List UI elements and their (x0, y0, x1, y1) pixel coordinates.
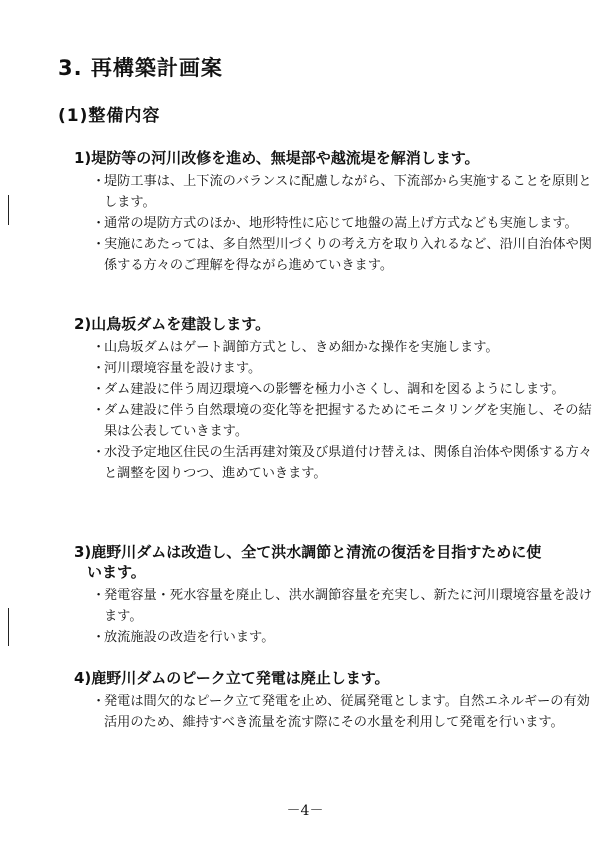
bullet-dot: ・ (92, 403, 106, 418)
margin-mark (8, 608, 9, 646)
plan-item-1 (74, 148, 594, 276)
bullet-item: ・ 放流施設の改造を行います。 (92, 627, 596, 648)
bullet-item: ・ 通常の堤防方式のほか、地形特性に応じて地盤の嵩上げ方式なども実施します。 (92, 213, 596, 234)
plan-item-2 (74, 314, 594, 484)
bullet-item: ・ ダム建設に伴う周辺環境への影響を極力小さくし、調和を図るようにします。 (92, 379, 596, 400)
bullet-dot: ・ (92, 361, 106, 376)
section-title: (1)整備内容 (58, 106, 161, 126)
bullet-dot: ・ (92, 445, 106, 460)
bullet-dot: ・ (92, 588, 106, 603)
bullet-item: ・ 堤防工事は、上下流のバランスに配慮しながら、下流部から実施することを原則とします。 (92, 171, 596, 213)
bullet-dot: ・ (92, 216, 106, 231)
chapter-title: 3. 再構築計画案 (58, 56, 223, 80)
plan-item-4 (74, 668, 594, 733)
bullet-dot: ・ (92, 340, 106, 355)
bullet-dot: ・ (92, 694, 106, 709)
bullet-dot: ・ (92, 630, 106, 645)
bullet-item: ・ 山鳥坂ダムはゲート調節方式とし、きめ細かな操作を実施します。 (92, 337, 596, 358)
page-number: －4－ (286, 803, 324, 819)
bullet-item: ・ 発電は間欠的なピーク立て発電を止め、従属発電とします。自然エネルギーの有効活用のため、維持すべき流量を流す際にその水量を利用して発電を行います。 (92, 691, 596, 733)
item-title: 2)山鳥坂ダムを建設します。 (74, 315, 271, 333)
bullet-item: ・ ダム建設に伴う自然環境の変化等を把握するためにモニタリングを実施し、その結果は公表していきます。 (92, 400, 596, 442)
item-title: 4)鹿野川ダムのピーク立て発電は廃止します。 (74, 669, 390, 687)
margin-mark (8, 195, 9, 225)
item-title: 3)鹿野川ダムは改造し、全て洪水調節と清流の復活を目指すために使 います。 (74, 543, 542, 581)
bullet-dot: ・ (92, 174, 106, 189)
bullet-dot: ・ (92, 237, 106, 252)
bullet-item: ・ 河川環境容量を設けます。 (92, 358, 596, 379)
bullet-dot: ・ (92, 382, 106, 397)
item-title: 1)堤防等の河川改修を進め、無堤部や越流堤を解消します。 (74, 149, 480, 167)
bullet-item: ・ 水没予定地区住民の生活再建対策及び県道付け替えは、関係自治体や関係する方々と調整を図りつつ、進めていきます。 (92, 442, 596, 484)
bullet-item: ・ 発電容量・死水容量を廃止し、洪水調節容量を充実し、新たに河川環境容量を設けます。 (92, 585, 596, 627)
plan-item-3 (74, 542, 594, 648)
bullet-item: ・ 実施にあたっては、多自然型川づくりの考え方を取り入れるなど、沿川自治体や関係する方々のご理解を得ながら進めていきます。 (92, 234, 596, 276)
